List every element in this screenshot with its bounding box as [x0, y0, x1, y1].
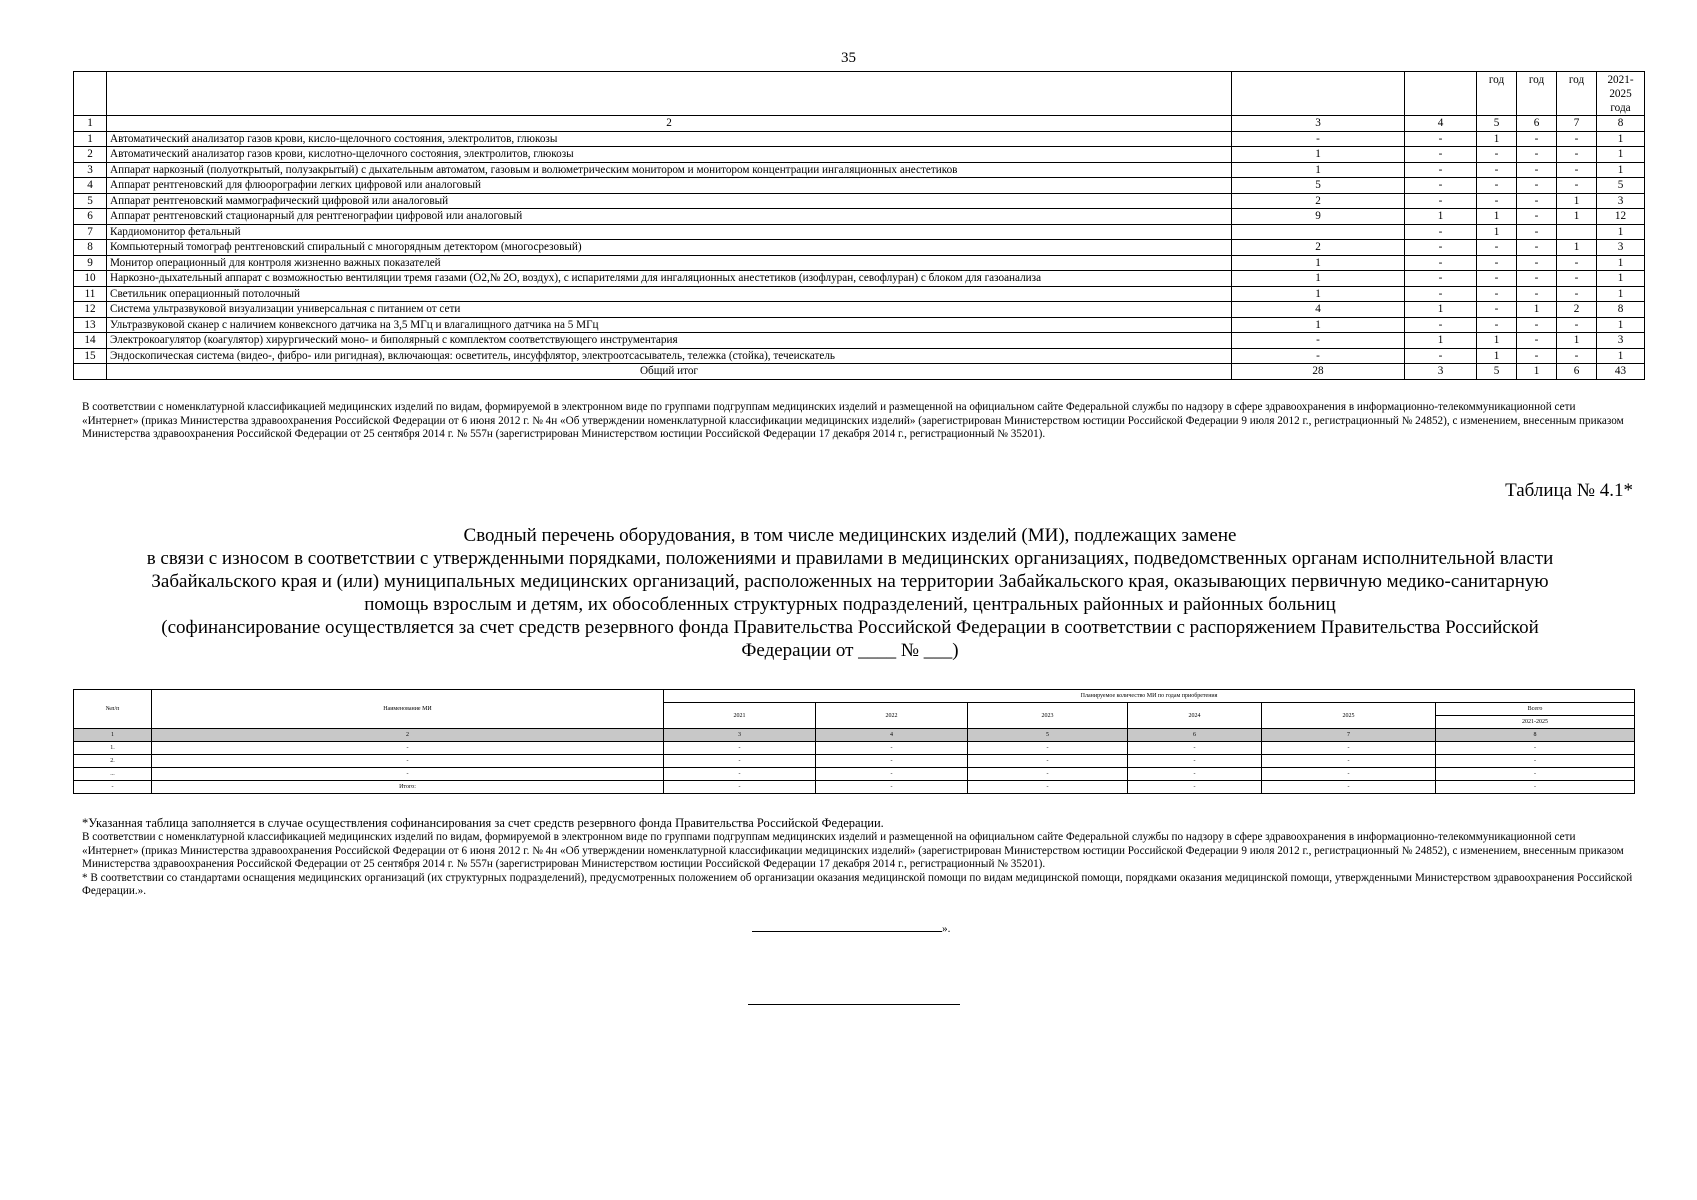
- table-cell: -: [1557, 286, 1597, 302]
- table-cell: -: [1477, 240, 1517, 256]
- table-cell: -: [1517, 147, 1557, 163]
- replacement-plan-table: [73, 689, 1635, 794]
- table-cell: 13: [74, 317, 107, 333]
- table-cell: 1: [1517, 302, 1557, 318]
- total-value: 3: [1405, 364, 1477, 380]
- table-cell: -: [968, 768, 1128, 781]
- table-cell: -: [1517, 348, 1557, 364]
- column-number-cell: 7: [1262, 729, 1436, 742]
- table-cell: 1: [74, 131, 107, 147]
- classification-note: В соответствии с номенклатурной классификацией медицинских изделий по видам, формируемой в электронном виде по группами подгруппам медицинских изделий и размещенной на официальном сайте Федеральной службы по надзору в сфере здравоохранения в информационно-телекоммуникационной сети «Интернет» (приказ Министерства здравоохранения Российской Федерации от 6 июня 2012 г. № 4н «Об утверждении номенклатурной классификации медицинских изделий» (зарегистрирован Министерством юстиции Российской Федерации 9 июля 2012 г., регистрационный № 24852), с изменением, внесенным приказом Министерства здравоохранения Российской Федерации от 25 сентября 2014 г. № 557н (зарегистрирован Министерством юстиции Российской Федерации 17 декабря 2014 г., регистрационный № 35201).: [82, 831, 1624, 871]
- total-value: 6: [1557, 364, 1597, 380]
- table-cell: 1: [1405, 209, 1477, 225]
- year-header: 2025: [1262, 703, 1436, 729]
- table-cell: -: [1405, 193, 1477, 209]
- table-cell: 1: [1597, 348, 1645, 364]
- table-cell: -: [1262, 742, 1436, 755]
- table-cell: -: [1517, 209, 1557, 225]
- table-cell: -: [1436, 755, 1635, 768]
- table2-header-row: [74, 690, 1635, 703]
- total-value: 1: [1517, 364, 1557, 380]
- bottom-separator: [748, 1004, 960, 1005]
- table-row: [74, 209, 1645, 225]
- table-cell: -: [1557, 178, 1597, 194]
- equipment-name-cell: Монитор операционный для контроля жизненно важных показателей: [107, 255, 1232, 271]
- table-cell: [74, 364, 107, 380]
- table-cell: 1: [1597, 271, 1645, 287]
- table-cell: 2: [1232, 240, 1405, 256]
- second-footnotes: [82, 815, 1634, 899]
- year-header: 2023: [968, 703, 1128, 729]
- equipment-name-cell: Кардиомонитор фетальный: [107, 224, 1232, 240]
- table2-row: [74, 742, 1635, 755]
- table-cell: 3: [1597, 193, 1645, 209]
- table-cell: -: [1517, 286, 1557, 302]
- table-cell: 1: [1477, 209, 1517, 225]
- table-cell: 2: [74, 147, 107, 163]
- title-line: в связи с износом в соответствии с утвержденными порядками, положениями и правилами в медицинских организациях, подведомственных органам исполнительной власти: [146, 548, 1554, 569]
- table-row: [74, 162, 1645, 178]
- table-cell: -: [1232, 131, 1405, 147]
- table-cell: 5: [74, 193, 107, 209]
- table-cell: -: [1517, 131, 1557, 147]
- table-cell: 1: [1477, 224, 1517, 240]
- table-row: [74, 302, 1645, 318]
- table-cell: 1.: [74, 742, 152, 755]
- header-cell: год: [1477, 72, 1517, 116]
- classification-footnote: В соответствии с номенклатурной классификацией медицинских изделий по видам, формируемой в электронном виде по группами подгруппам медицинских изделий и размещенной на официальном сайте Федеральной службы по надзору в сфере здравоохранения в информационно-телекоммуникационной сети «Интернет» (приказ Министерства здравоохранения Российской Федерации от 6 июня 2012 г. № 4н «Об утверждении номенклатурной классификации медицинских изделий» (зарегистрирован Министерством юстиции Российской Федерации 9 июля 2012 г., регистрационный № 24852), с изменением, внесенным приказом Министерства здравоохранения Российской Федерации от 25 сентября 2014 г. № 557н (зарегистрирован Министерством юстиции Российской Федерации 17 декабря 2014 г., регистрационный № 35201).: [82, 401, 1624, 441]
- table-row: [74, 348, 1645, 364]
- table-cell: 3: [1597, 333, 1645, 349]
- table-cell: -: [1262, 781, 1436, 794]
- column-number-cell: 3: [664, 729, 816, 742]
- table-cell: -: [1517, 333, 1557, 349]
- table-cell: 12: [74, 302, 107, 318]
- table-cell: -: [74, 781, 152, 794]
- table-row: [74, 147, 1645, 163]
- table-cell: -: [816, 742, 968, 755]
- table-number: Таблица № 4.1*: [1505, 480, 1633, 501]
- table-cell: -: [1517, 224, 1557, 240]
- table-cell: 1: [1597, 317, 1645, 333]
- table-cell: -: [1477, 255, 1517, 271]
- table-cell: -: [1477, 178, 1517, 194]
- column-number-cell: 3: [1232, 116, 1405, 132]
- title-line: (софинансирование осуществляется за счет средств резервного фонда Правительства Российской Федерации в соответствии с распоряжением Правительства Российской: [161, 617, 1539, 638]
- equipment-name-cell: Автоматический анализатор газов крови, кислотно-щелочного состояния, электролитов, глюкозы: [107, 147, 1232, 163]
- table-cell: -: [816, 781, 968, 794]
- header-cell: [107, 72, 1232, 116]
- table-cell: -: [1436, 781, 1635, 794]
- table-cell: -: [1232, 333, 1405, 349]
- table-cell: 14: [74, 333, 107, 349]
- table-cell: -: [816, 768, 968, 781]
- table-cell: ...: [74, 768, 152, 781]
- table-cell: -: [1517, 271, 1557, 287]
- table-cell: -: [1477, 147, 1517, 163]
- num-header: №п/п: [74, 690, 152, 729]
- header-cell: [74, 72, 107, 116]
- table-cell: 4: [74, 178, 107, 194]
- table-cell: -: [1557, 131, 1597, 147]
- year-header: 2021: [664, 703, 816, 729]
- table-row: [74, 240, 1645, 256]
- equipment-name-cell: Электрокоагулятор (коагулятор) хирургический моно- и биполярный с комплектом соответствующего инструментария: [107, 333, 1232, 349]
- closing-quote: ».: [942, 923, 951, 935]
- table-cell: -: [1557, 271, 1597, 287]
- table-cell: 1: [1597, 224, 1645, 240]
- table-cell: -: [1262, 768, 1436, 781]
- total-header: Всего: [1436, 703, 1635, 716]
- equipment-name-cell: Аппарат рентгеновский стационарный для рентгенографии цифровой или аналоговый: [107, 209, 1232, 225]
- table-cell: -: [1557, 348, 1597, 364]
- table-cell: -: [1128, 755, 1262, 768]
- table-cell: 2: [1557, 302, 1597, 318]
- table-cell: 1: [1232, 255, 1405, 271]
- table-cell: -: [1557, 317, 1597, 333]
- table-cell: -: [968, 755, 1128, 768]
- table-cell: 1: [1597, 131, 1645, 147]
- column-number-cell: 1: [74, 729, 152, 742]
- column-number-cell: 2: [152, 729, 664, 742]
- table-row: [74, 317, 1645, 333]
- total-row: [74, 364, 1645, 380]
- table-cell: 9: [1232, 209, 1405, 225]
- table-cell: -: [1405, 131, 1477, 147]
- table-cell: -: [664, 768, 816, 781]
- table-cell: -: [1517, 317, 1557, 333]
- equipment-name-cell: Автоматический анализатор газов крови, кисло-щелочного состояния, электролитов, глюкозы: [107, 131, 1232, 147]
- closing-mark: [752, 920, 950, 935]
- table-row: [74, 271, 1645, 287]
- table-cell: 1: [1597, 162, 1645, 178]
- table-row: [74, 224, 1645, 240]
- table-row: [74, 193, 1645, 209]
- table-cell: 5: [1597, 178, 1645, 194]
- column-number-cell: 6: [1128, 729, 1262, 742]
- table-cell: 2: [1232, 193, 1405, 209]
- equipment-name-cell: Аппарат рентгеновский маммографический цифровой или аналоговый: [107, 193, 1232, 209]
- equipment-name-cell: Наркозно-дыхательный аппарат с возможностью вентиляции тремя газами (О2,№ 2О, воздух), с испарителями для ингаляционных анестетиков (изофлуран, севофлуран) с блоком для газоанализа: [107, 271, 1232, 287]
- column-number-cell: 5: [968, 729, 1128, 742]
- table-cell: -: [1405, 286, 1477, 302]
- table-cell: 1: [1232, 286, 1405, 302]
- table-cell: -: [1128, 781, 1262, 794]
- table-cell: 5: [1232, 178, 1405, 194]
- table-cell: 1: [1405, 333, 1477, 349]
- table-cell: -: [968, 742, 1128, 755]
- table-cell: -: [1405, 178, 1477, 194]
- column-number-cell: 5: [1477, 116, 1517, 132]
- table-cell: 1: [1557, 333, 1597, 349]
- table-cell: -: [1128, 742, 1262, 755]
- table-row: [74, 286, 1645, 302]
- equipment-name-cell: Аппарат рентгеновский для флюорографии легких цифровой или аналоговый: [107, 178, 1232, 194]
- column-number-cell: 8: [1597, 116, 1645, 132]
- equipment-name-cell: Эндоскопическая система (видео-, фибро- или ригидная), включающая: осветитель, инсуффлятор, электроотсасыватель, тележка (стойка), течеискатель: [107, 348, 1232, 364]
- year-header: 2022: [816, 703, 968, 729]
- title-line: Федерации от ____ № ___): [741, 640, 959, 661]
- total-label: Общий итог: [107, 364, 1232, 380]
- table-cell: 6: [74, 209, 107, 225]
- table-cell: -: [1405, 224, 1477, 240]
- table-cell: 11: [74, 286, 107, 302]
- table-cell: 15: [74, 348, 107, 364]
- name-header: Наименование МИ: [152, 690, 664, 729]
- table-cell: -: [1128, 768, 1262, 781]
- column-number-cell: 2: [107, 116, 1232, 132]
- table-cell: -: [1405, 317, 1477, 333]
- table-cell: -: [968, 781, 1128, 794]
- equipment-name-cell: Ультразвуковой сканер с наличием конвексного датчика на 3,5 МГц и влагалищного датчика на 5 МГц: [107, 317, 1232, 333]
- table-cell: -: [1405, 271, 1477, 287]
- header-cell: год: [1517, 72, 1557, 116]
- table2-row: [74, 768, 1635, 781]
- table-cell: 1: [1597, 147, 1645, 163]
- table-cell: -: [664, 742, 816, 755]
- total-value: 43: [1597, 364, 1645, 380]
- total-value: 5: [1477, 364, 1517, 380]
- table-cell: 4: [1232, 302, 1405, 318]
- table-cell: -: [1517, 255, 1557, 271]
- table-cell: 1: [1597, 286, 1645, 302]
- table-cell: -: [1477, 302, 1517, 318]
- table2-column-number-row: [74, 729, 1635, 742]
- table-cell: 1: [1232, 162, 1405, 178]
- table2-row: [74, 781, 1635, 794]
- table-cell: 3: [74, 162, 107, 178]
- column-number-cell: 1: [74, 116, 107, 132]
- title-line: Сводный перечень оборудования, в том числе медицинских изделий (МИ), подлежащих замене: [463, 525, 1237, 546]
- table-cell: -: [1436, 768, 1635, 781]
- table-cell: -: [1477, 286, 1517, 302]
- table-cell: -: [152, 768, 664, 781]
- table-cell: -: [664, 755, 816, 768]
- column-number-cell: 6: [1517, 116, 1557, 132]
- header-cell: 2021-2025 года: [1597, 72, 1645, 116]
- signature-line: [752, 920, 942, 932]
- group-header: Планируемое количество МИ по годам приобретения: [664, 690, 1635, 703]
- table-cell: -: [152, 755, 664, 768]
- equipment-name-cell: Компьютерный томограф рентгеновский спиральный с многорядным детектором (многосрезовый): [107, 240, 1232, 256]
- table-cell: 1: [1232, 147, 1405, 163]
- total-value: 28: [1232, 364, 1405, 380]
- table2-row: [74, 755, 1635, 768]
- table-cell: -: [1557, 255, 1597, 271]
- table-cell: -: [816, 755, 968, 768]
- table-cell: -: [152, 742, 664, 755]
- table-row: [74, 255, 1645, 271]
- table-cell: [1557, 224, 1597, 240]
- title-line: Забайкальского края и (или) муниципальных медицинских организаций, расположенных на территории Забайкальского края, оказывающих первичную медико-санитарную: [151, 571, 1549, 592]
- table-row: [74, 333, 1645, 349]
- header-cell: [1232, 72, 1405, 116]
- header-cell: год: [1557, 72, 1597, 116]
- table-cell: 1: [1477, 348, 1517, 364]
- table-cell: 1: [1557, 193, 1597, 209]
- table-cell: -: [1477, 317, 1517, 333]
- table-cell: -: [1477, 271, 1517, 287]
- table-cell: 8: [1597, 302, 1645, 318]
- table-cell: -: [1405, 147, 1477, 163]
- column-number-row: [74, 116, 1645, 132]
- table-cell: 1: [1477, 131, 1517, 147]
- table-cell: -: [1477, 193, 1517, 209]
- table-title: [100, 524, 1600, 662]
- table-cell: 1: [1477, 333, 1517, 349]
- table-cell: -: [1436, 742, 1635, 755]
- table-cell: Итого:: [152, 781, 664, 794]
- column-number-cell: 4: [1405, 116, 1477, 132]
- table-cell: 1: [1557, 240, 1597, 256]
- equipment-name-cell: Аппарат наркозный (полуоткрытый, полузакрытый) с дыхательным автоматом, газовым и волюметрическим монитором и монитором концентрации ингаляционных анестетиков: [107, 162, 1232, 178]
- table-cell: 1: [1557, 209, 1597, 225]
- table-cell: [1232, 224, 1405, 240]
- table-cell: -: [1557, 147, 1597, 163]
- standards-note: * В соответствии со стандартами оснащения медицинских организаций (их структурных подразделений), предусмотренных положением об организации оказания медицинской помощи по видам медицинской помощи, порядками оказания медицинской помощи, утвержденными Министерством здравоохранения Российской Федерации.».: [82, 871, 1633, 898]
- table-cell: -: [1477, 162, 1517, 178]
- table-cell: 8: [74, 240, 107, 256]
- table-cell: -: [1517, 178, 1557, 194]
- table-row: [74, 178, 1645, 194]
- page-number: 35: [841, 50, 856, 66]
- table-cell: -: [1557, 162, 1597, 178]
- equipment-table: [73, 71, 1645, 380]
- table-cell: 1: [1232, 317, 1405, 333]
- column-number-cell: 4: [816, 729, 968, 742]
- table-row: [74, 131, 1645, 147]
- table-cell: -: [1405, 240, 1477, 256]
- table-cell: -: [1405, 162, 1477, 178]
- equipment-name-cell: Светильник операционный потолочный: [107, 286, 1232, 302]
- title-line: помощь взрослым и детям, их обособленных структурных подразделений, центральных районных и районных больниц: [364, 594, 1336, 615]
- header-cell: [1405, 72, 1477, 116]
- table-cell: -: [1232, 348, 1405, 364]
- equipment-name-cell: Система ультразвуковой визуализации универсальная с питанием от сети: [107, 302, 1232, 318]
- cofinancing-note: *Указанная таблица заполняется в случае осуществления софинансирования за счет средств резервного фонда Правительства Российской Федерации.: [82, 816, 884, 830]
- table-cell: -: [1517, 240, 1557, 256]
- column-number-cell: 7: [1557, 116, 1597, 132]
- column-number-cell: 8: [1436, 729, 1635, 742]
- table-cell: 7: [74, 224, 107, 240]
- table-cell: -: [1262, 755, 1436, 768]
- table-cell: 9: [74, 255, 107, 271]
- table-cell: -: [1405, 348, 1477, 364]
- table-cell: 1: [1405, 302, 1477, 318]
- table-header-row: [74, 72, 1645, 116]
- table-cell: -: [664, 781, 816, 794]
- table-cell: 1: [1597, 255, 1645, 271]
- table-cell: -: [1405, 255, 1477, 271]
- table-cell: 12: [1597, 209, 1645, 225]
- table-cell: 3: [1597, 240, 1645, 256]
- table-cell: -: [1517, 162, 1557, 178]
- table-cell: 1: [1232, 271, 1405, 287]
- table-cell: -: [1517, 193, 1557, 209]
- total-subheader: 2021-2025: [1436, 716, 1635, 729]
- year-header: 2024: [1128, 703, 1262, 729]
- table-cell: 2.: [74, 755, 152, 768]
- table-cell: 10: [74, 271, 107, 287]
